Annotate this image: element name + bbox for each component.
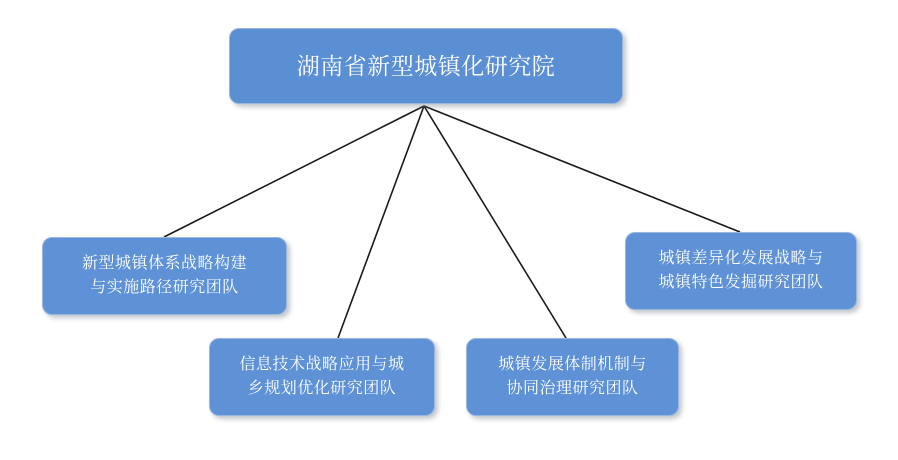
node-team-4 bbox=[625, 232, 857, 310]
node-team-3 bbox=[466, 338, 679, 416]
node-root-label: 湖南省新型城镇化研究院 bbox=[296, 52, 556, 79]
node-team-1 bbox=[42, 237, 287, 315]
node-team-4-label: 城镇差异化发展战略与 城镇特色发掘研究团队 bbox=[658, 250, 824, 291]
node-team-1-label: 新型城镇体系战略构建 与实施路径研究团队 bbox=[81, 255, 247, 296]
node-team-2 bbox=[209, 338, 435, 416]
connector-root-to-team-1 bbox=[164, 106, 424, 237]
node-root bbox=[229, 28, 623, 104]
connector-root-to-team-2 bbox=[338, 106, 424, 338]
connector-root-to-team-3 bbox=[424, 106, 566, 338]
connector-root-to-team-4 bbox=[424, 106, 740, 232]
node-team-3-label: 城镇发展体制机制与 协同治理研究团队 bbox=[498, 356, 647, 397]
node-team-2-label: 信息技术战略应用与城 乡规划优化研究团队 bbox=[239, 356, 405, 397]
